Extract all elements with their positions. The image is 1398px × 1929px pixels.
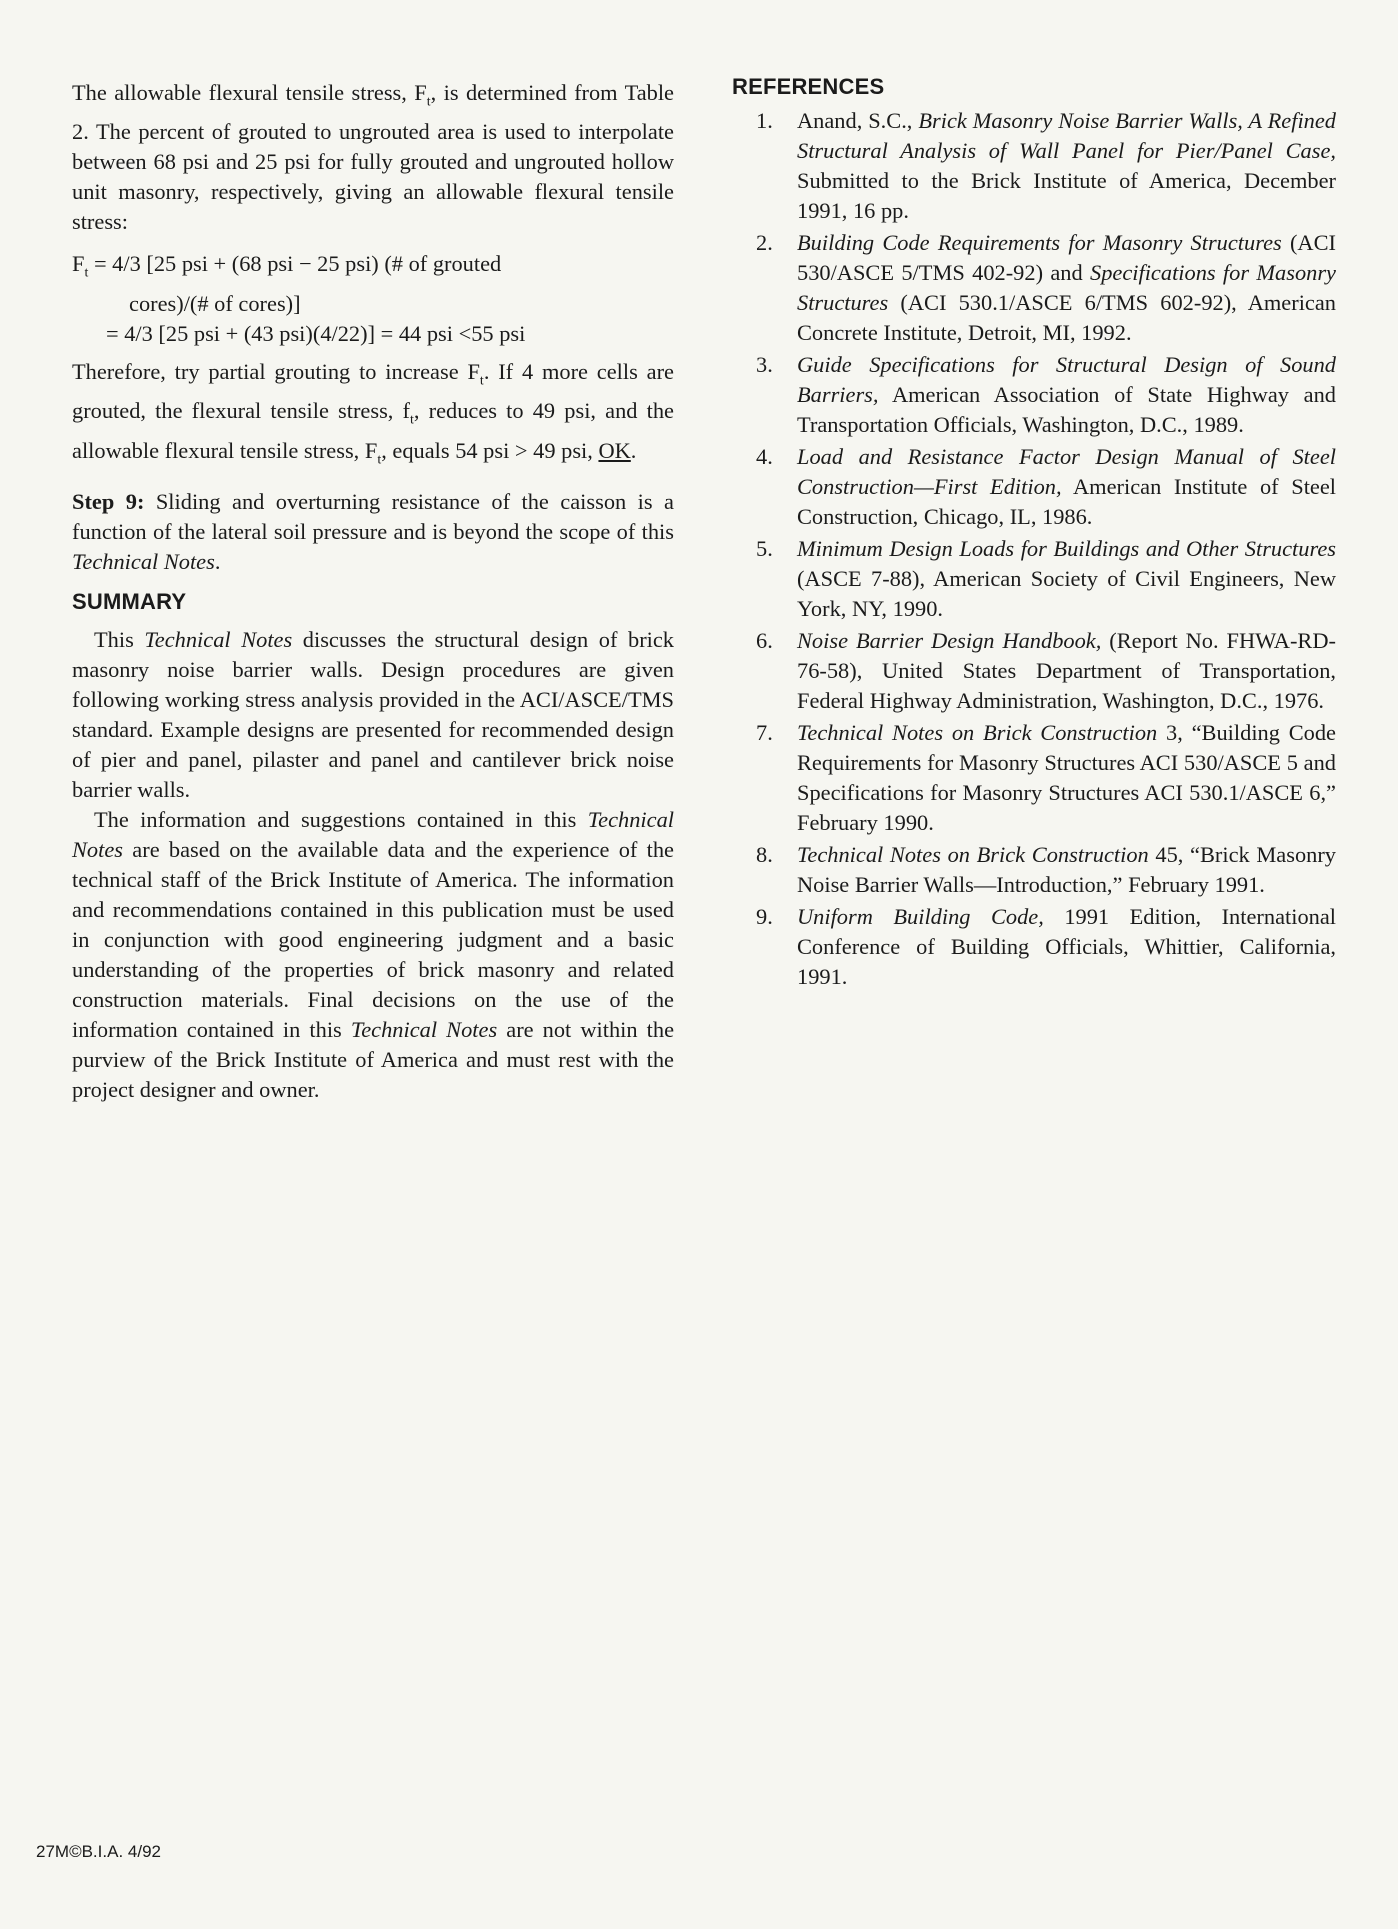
text: Sliding and overturning resistance of the caisson is a function of the lateral soil pressure and is beyond the scope of this <box>72 489 674 545</box>
reference-item <box>732 534 1336 624</box>
reference-text: Anand, S.C., <box>797 108 919 133</box>
reference-text: (Report No. FHWA-RD-76-58), United States Department of Transportation, Federal Highway Administration, Washington, D.C., 1976. <box>797 628 1336 713</box>
emphasis: Technical Notes <box>144 627 293 653</box>
text: , equals 54 psi > 49 psi, <box>381 437 599 463</box>
emphasis: Technical Notes <box>72 549 215 575</box>
summary-paragraph-1 <box>72 625 674 805</box>
reference-number: 9. <box>756 904 773 929</box>
reference-title: Guide Specifications for Structural Design of Sound Barriers, <box>797 352 1336 407</box>
step-label: Step 9: <box>72 489 145 515</box>
reference-number: 2. <box>756 230 773 255</box>
reference-item <box>732 718 1336 838</box>
equation-line-1 <box>72 249 674 288</box>
subscript: t <box>84 265 89 281</box>
reference-title: Building Code Requirements for Masonry Structures <box>797 230 1282 255</box>
reference-number: 7. <box>756 720 773 745</box>
text: , is determined from Table 2. The percent of grouted to ungrouted area is used to interpolate between 68 psi and 25 psi for fully grouted and ungrouted hollow unit masonry, respectively, giving an allowable flexural tensile stress: <box>72 80 674 235</box>
subscript: t <box>410 412 414 428</box>
text: discusses the structural design of brick masonry noise barrier walls. Design procedures are given following working stress analysis provided in the ACI/ASCE/TMS standard. Example designs are presented for recommended design of pier and panel, pilaster and panel and cantilever brick noise barrier walls. <box>72 627 675 803</box>
reference-item <box>732 902 1336 992</box>
equation-line-3: = 4/3 [25 psi + (43 psi)(4/22)] = 44 psi <55 psi <box>106 320 526 346</box>
reference-title: Uniform Building Code, <box>797 904 1044 929</box>
reference-text: American Association of State Highway and Transportation Officials, Washington, D.C., 1989. <box>797 382 1336 437</box>
summary-heading: SUMMARY <box>72 589 187 615</box>
right-column <box>732 74 1336 994</box>
text: . If 4 more cells are grouted, the flexural tensile stress, f <box>72 358 674 424</box>
reference-title: Specifications for Masonry Structures <box>797 260 1336 315</box>
reference-title: Minimum Design Loads for Buildings and Other Structures <box>797 536 1336 561</box>
subscript: t <box>426 94 431 110</box>
reference-text: (ACI 530.1/ASCE 6/TMS 602-92), American Concrete Institute, Detroit, MI, 1992. <box>797 290 1336 345</box>
emphasis: Technical Notes <box>350 1017 498 1043</box>
reference-number: 8. <box>756 842 773 867</box>
footer-code: 27M©B.I.A. 4/92 <box>36 1842 161 1861</box>
reference-title: Technical Notes on Brick Construction <box>797 720 1158 745</box>
text: , reduces to 49 psi, and the allowable flexural tensile stress, F <box>72 398 674 463</box>
reference-text: (ASCE 7-88), American Society of Civil Engineers, New York, NY, 1990. <box>797 566 1336 621</box>
text: The information and suggestions contained in this <box>94 807 588 833</box>
reference-title: Noise Barrier Design Handbook, <box>797 628 1102 653</box>
reference-number: 1. <box>756 108 773 133</box>
reference-title: Brick Masonry Noise Barrier Walls, A Refined Structural Analysis of Wall Panel for Pier/Panel Case, <box>797 108 1336 163</box>
reference-item <box>732 350 1336 440</box>
subscript: t <box>479 373 484 389</box>
reference-item <box>732 228 1336 348</box>
left-column <box>72 78 674 1105</box>
text: Therefore, try partial grouting to increase F <box>72 358 480 384</box>
reference-text: American Institute of Steel Construction, Chicago, IL, 1986. <box>797 474 1337 529</box>
reference-text: 1991 Edition, International Conference of Building Officials, Whittier, California, 1991. <box>797 904 1336 989</box>
reference-item <box>732 106 1336 226</box>
paragraph-step-9 <box>72 487 674 577</box>
text: . <box>630 437 637 463</box>
reference-title: Load and Resistance Factor Design Manual of Steel Construction—First Edition, <box>797 444 1336 499</box>
reference-item <box>732 442 1336 532</box>
text: This <box>94 627 145 653</box>
text: The allowable flexural tensile stress, F <box>72 80 427 105</box>
reference-number: 4. <box>756 444 773 469</box>
equation-block <box>72 249 674 348</box>
text: . <box>214 549 221 575</box>
equation-lhs: F <box>72 251 85 277</box>
text: are not within the purview of the Brick Institute of America and must rest with the project designer and owner. <box>72 1017 675 1103</box>
reference-text: Submitted to the Brick Institute of America, December 1991, 16 pp. <box>797 168 1336 223</box>
equation-line-2: cores)/(# of cores)] <box>129 290 301 316</box>
references-list <box>732 106 1336 992</box>
subscript: t <box>377 452 382 468</box>
summary-paragraph-2 <box>72 805 674 1105</box>
equation-text: = 4/3 [25 psi + (68 psi − 25 psi) (# of grouted <box>88 251 502 277</box>
reference-item <box>732 840 1336 900</box>
reference-text: 45, “Brick Masonry Noise Barrier Walls—Introduction,” February 1991. <box>797 842 1336 897</box>
reference-number: 5. <box>756 536 773 561</box>
emphasis: Technical Notes <box>72 807 674 863</box>
reference-number: 6. <box>756 628 773 653</box>
reference-text: (ACI 530/ASCE 5/TMS 402-92) and <box>797 230 1336 285</box>
references-heading: REFERENCES <box>732 74 885 99</box>
reference-text: 3, “Building Code Requirements for Masonry Structures ACI 530/ASCE 5 and Specifications for Masonry Structures ACI 530.1/ASCE 6,” February 1990. <box>797 720 1336 835</box>
paragraph-partial-grouting <box>72 357 674 475</box>
reference-number: 3. <box>756 352 773 377</box>
paragraph-allowable-stress <box>72 78 674 237</box>
reference-item <box>732 626 1336 716</box>
text: are based on the available data and the experience of the technical staff of the Brick Institute of America. The information and recommendations contained in this publication must be used in conjunction with good engineering judgment and a basic understanding of the properties of brick masonry and related construction materials. Final decisions on the use of the information contained in this <box>72 837 674 1043</box>
reference-title: Technical Notes on Brick Construction <box>797 842 1149 867</box>
ok-underlined: OK <box>598 437 631 463</box>
